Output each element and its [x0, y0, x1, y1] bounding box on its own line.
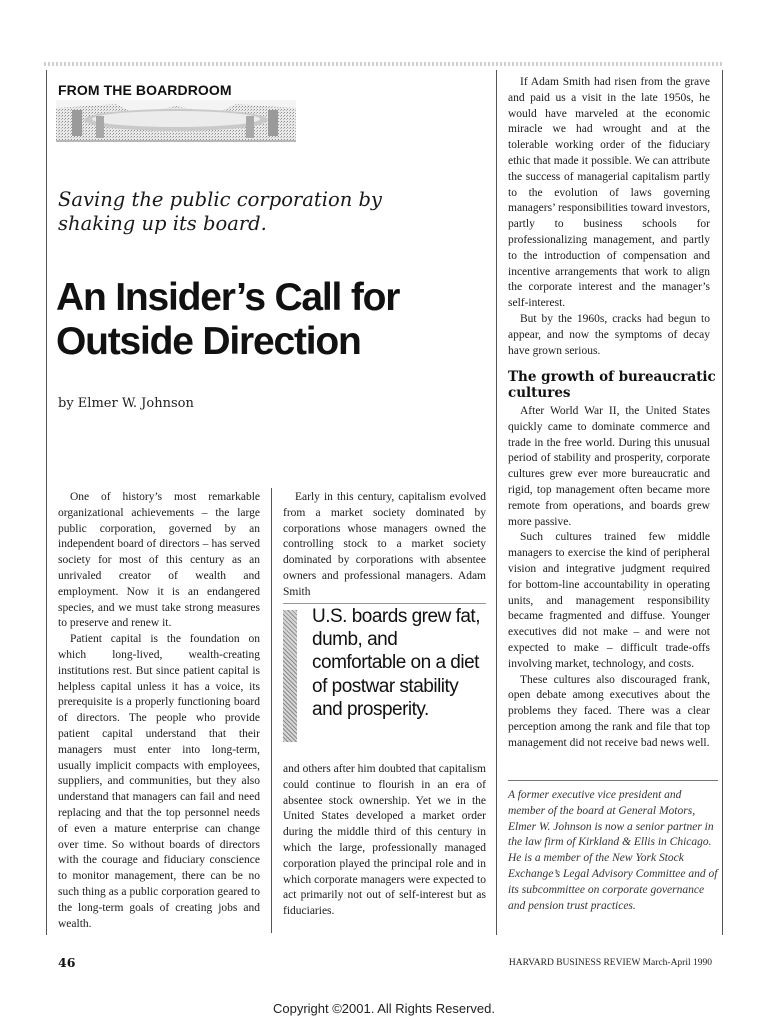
paragraph: These cultures also discouraged frank, open debate among executives about the problems they faced. There was a clear perception among the rank and file that top management did not receive bad news well. [508, 673, 710, 749]
right-margin-rule [722, 70, 723, 935]
column-rule-2 [496, 70, 497, 935]
pullquote-top-rule [283, 603, 486, 604]
bio-divider [508, 780, 718, 781]
boardroom-illustration [56, 100, 296, 142]
body-column-1 [58, 490, 260, 932]
paragraph: Early in this century, capitalism evolved from a market society dominated by corporations whose managers owned the controlling stock to a market society dominated by corporations with absentee owners and professional managers. Adam Smith [283, 491, 486, 598]
body-column-3-section [508, 404, 710, 752]
department-label: FROM THE BOARDROOM [58, 82, 232, 98]
pullquote-bar [283, 610, 297, 742]
body-column-3 [508, 75, 710, 359]
paragraph: After World War II, the United States quickly came to dominate commerce and trade in the free world. During this unusual period of stability and prosperity, corporate cultures grew ever more bureaucratic and rigid, top management often became more remote from operations, and boards grew more passive. [508, 405, 710, 528]
byline: by Elmer W. Johnson [58, 396, 194, 411]
paragraph: Such cultures trained few middle managers to exercise the kind of peripheral vision and integrative judgment required for bottom-line accountability in operating units, and management responsibility became fragmented and diffuse. Younger executives did not make – and were not expected to make – difficult trade-offs involving market, technology, and costs. [508, 531, 710, 670]
copyright-notice: Copyright ©2001. All Rights Reserved. [272, 1001, 496, 1016]
journal-footer: HARVARD BUSINESS REVIEW March-April 1990 [508, 958, 712, 968]
top-dotted-rule [44, 62, 724, 66]
paragraph: One of history’s most remarkable organizational achievements – the large public corporation, governed by an independent board of directors – has served society for most of this century as an unrivaled creator of wealth and employment. Now it is an endangered species, and we must take strong measures to preserve and renew it. [58, 491, 260, 630]
paragraph: Patient capital is the foundation on which long-lived, wealth-creating institutions rest. But since patient capital is helpless capital unless it has a voice, its prerequisite is a properly functioning board of directors. The people who provide patient capital understand that their managers must enter into long-term, usually implicit compacts with employees, suppliers, and communities, but they also understand that managers can fail and need replacing and that the top personnel needs of even a mature enterprise can change over time. So without boards of directors with the courage and fiduciary conscience to monitor management, there can be no such thing as a public corporation geared to the long-term goals of creating jobs and wealth. [58, 633, 260, 930]
column-rule-1 [271, 488, 272, 933]
pull-quote: U.S. boards grew fat, dumb, and comfortable on a diet of postwar stability and prosperity. [312, 606, 480, 720]
article-headline: An Insider’s Call for Outside Direction [56, 276, 400, 363]
section-subhead: The growth of bureaucratic cultures [508, 369, 716, 401]
paragraph: But by the 1960s, cracks had begun to appear, and now the symptoms of decay have grown serious. [508, 312, 710, 357]
body-column-2-continued [283, 762, 486, 920]
left-margin-rule [46, 70, 47, 935]
paragraph: If Adam Smith had risen from the grave and paid us a visit in the late 1950s, he would have marveled at the economic miracle we had wrought and at the tolerable working order of the fiduciary ethic that made it possible. We can attribute the success of managerial capitalism partly to the evolution of laws governing managers’ responsibilities toward investors, partly to business schools for professionalizing management, and partly to the introduction of compensation and incentive arrangements that work to align the corporate interest and the manager’s self-interest. [508, 76, 710, 310]
body-column-2 [283, 490, 486, 601]
paragraph: and others after him doubted that capitalism could continue to flourish in an era of absentee stock ownership. Yet we in the United States developed a market order during the middle third of this century in which the large, professionally managed corporation played the principal role and in which corporate managers were expected to act primarily not out of self-interest but as fiduciaries. [283, 763, 486, 918]
author-bio: A former executive vice president and member of the board at General Motors, Elmer W. Johnson is now a senior partner in the law firm of Kirkland & Ellis in Chicago. He is a member of the New York Stock Exchange’s Legal Advisory Committee and of its subcommittee on corporate governance and pension trust practices. [508, 789, 718, 912]
page-number: 46 [58, 955, 76, 970]
article-deck: Saving the public corporation by shaking up its board. [58, 188, 382, 235]
